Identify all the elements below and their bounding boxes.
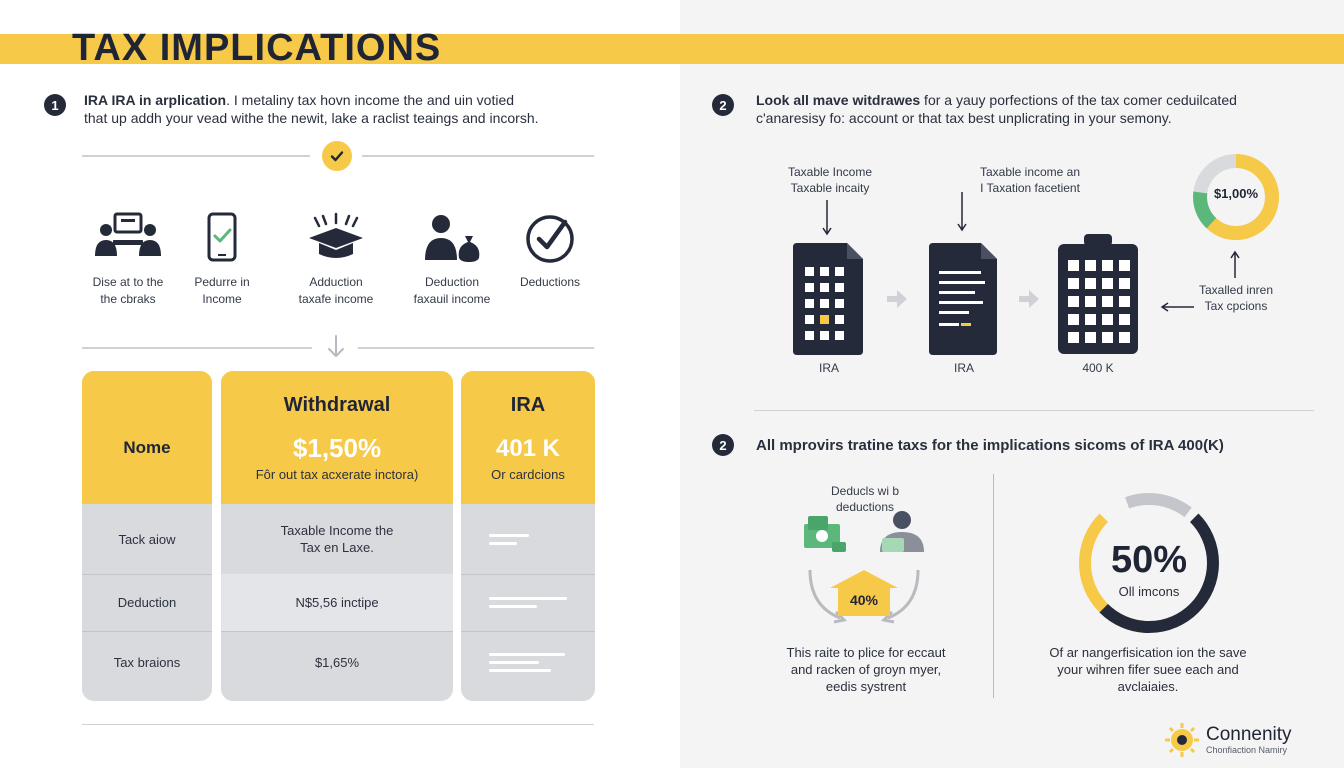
icon-label-1-line2: the cbraks (100, 292, 156, 306)
column-header-withdrawal-label: Withdrawal (283, 393, 391, 416)
withdrawal-note: Fôr out tax acxerate inctora) (255, 466, 419, 482)
step-number-3: 2 (712, 434, 734, 456)
left-caption-line2: and racken of groyn myer, (790, 662, 942, 677)
right-caption-line3: avclaiaies. (1117, 679, 1179, 694)
label-taxable-income-2 (950, 164, 1110, 196)
right-caption-line2: your wihren fifer suee each and (1057, 662, 1239, 677)
icon-label-2-line1: Pedurre in (194, 275, 250, 289)
section-divider (754, 410, 1314, 411)
section3-heading: All mprovirs tratine taxs for the implications sicoms of IRA 400(K) (756, 437, 1224, 454)
side-label-line2: Tax cpcions (1204, 299, 1268, 313)
row-label-1: Tack aiow (118, 531, 176, 547)
icon-item-3 (288, 212, 384, 308)
ira-row-3-placeholder (461, 631, 595, 693)
arrow-down-icon (957, 192, 967, 234)
label-taxable-income-line2: Taxable incaity (790, 181, 870, 195)
section2-intro-line1: for a yauy porfections of the tax comer ceduilcated (920, 92, 1237, 108)
table-column-name (82, 371, 212, 701)
page-title: TAX IMPLICATIONS (72, 27, 442, 69)
table-column-withdrawal (221, 371, 453, 701)
section2-intro (756, 91, 1316, 127)
person-moneybag-icon (417, 212, 487, 264)
step-number-2: 2 (712, 94, 734, 116)
doc-label-2: IRA (953, 361, 974, 375)
withdrawal-value: $1,50% (292, 432, 382, 463)
check-icon (329, 148, 345, 164)
icon-label-3-line1: Adduction (309, 275, 363, 289)
arrow-down-icon (822, 200, 832, 238)
label-taxable-income-2-line1: Taxable income an (979, 165, 1081, 179)
section2-intro-line2: c'anaresisy fo: account or that tax best unplicrating in your semony. (756, 110, 1172, 126)
withdrawal-row-1 (221, 504, 453, 574)
vertical-divider (993, 474, 994, 698)
donut-value: $1,00% (1213, 186, 1259, 201)
doc-label-3: 400 K (1082, 361, 1114, 375)
withdrawal-row-1-line2: Tax en Laxe. (300, 540, 374, 555)
column-header-ira-label: IRA (510, 393, 546, 416)
meeting-icon (93, 212, 163, 264)
ring-sub: Oll imcons (1118, 584, 1180, 599)
icon-item-4 (404, 212, 500, 308)
clipboard-calculator-icon (1058, 234, 1138, 354)
side-label (1184, 282, 1288, 314)
icon-item-2 (174, 212, 270, 308)
house-value: 40% (849, 592, 879, 608)
label-taxable-income-line1: Taxable Income (787, 165, 873, 179)
icon-item-5 (502, 212, 598, 291)
row-label-3: Tax braions (113, 654, 181, 670)
sun-logo-icon (1164, 722, 1200, 758)
divider-left (82, 155, 310, 157)
icon-label-1-line1: Dise at to the (92, 275, 164, 289)
brand-sub: Chonfiaction Namiry (1206, 745, 1288, 755)
cycle-label-line1: Deducls wi b (830, 484, 900, 498)
table-column-ira (461, 371, 595, 701)
left-caption (766, 644, 966, 695)
ira-row-1-placeholder (461, 504, 595, 574)
brand-logo (1164, 722, 1292, 758)
ira-value: 401 K (495, 434, 561, 462)
check-badge (322, 141, 352, 171)
icon-label-4-line2: faxauil income (413, 292, 491, 306)
icon-item-1 (80, 212, 176, 308)
left-caption-line1: This raite to plice for eccaut (786, 645, 946, 660)
check-circle-icon (515, 212, 585, 264)
step-number-1: 1 (44, 94, 66, 116)
person-cash-icon (880, 511, 924, 552)
money-stack-icon (804, 516, 846, 552)
withdrawal-row-2: N$5,56 inctipe (221, 574, 453, 631)
withdrawal-row-1-line1: Taxable Income the (280, 523, 394, 538)
brand-name: Connenity (1206, 724, 1292, 745)
graduation-cap-icon (301, 212, 371, 264)
ira-row-2-placeholder (461, 574, 595, 631)
divider2-right (358, 347, 594, 349)
section2-intro-bold: Look all mave witdrawes (756, 92, 921, 108)
icon-label-4-line1: Deduction (424, 275, 480, 289)
section1-intro-line2: that up addh your vead withe the newit, lake a raclist teaings and incorsh. (84, 110, 539, 126)
doc-label-1: IRA (818, 361, 839, 375)
divider-right (362, 155, 594, 157)
left-caption-line3: eedis systrent (825, 679, 907, 694)
bottom-divider (82, 724, 594, 725)
icon-label-3-line2: taxafe income (298, 292, 374, 306)
label-taxable-income-2-line2: I Taxation facetient (980, 181, 1080, 195)
arrow-down-icon (326, 334, 346, 360)
ira-note: Or cardcions (491, 466, 565, 482)
document-grid-icon (793, 243, 865, 355)
ring-value: 50% (1110, 539, 1188, 581)
withdrawal-row-3: $1,65% (314, 654, 360, 670)
side-label-line1: Taxalled inren (1198, 283, 1274, 297)
arrow-right-icon (885, 288, 909, 310)
arrow-up-icon (1230, 248, 1240, 278)
icon-label-2-line2: Income (202, 292, 242, 306)
phone-check-icon (187, 212, 257, 264)
right-caption-line1: Of ar nangerfisication ion the save (1049, 645, 1247, 660)
divider2-left (82, 347, 312, 349)
arrow-right-icon (1017, 288, 1041, 310)
right-caption (1030, 644, 1266, 695)
section1-intro (84, 91, 644, 127)
document-text-icon (929, 243, 999, 355)
label-taxable-income (770, 164, 890, 196)
section1-intro-bold: IRA IRA in arplication (84, 92, 227, 108)
cycle-label-line2: deductions (835, 500, 895, 514)
row-label-2: Deduction (117, 595, 177, 610)
icon-label-5-line1: Deductions (519, 275, 581, 289)
column-header-name-label: Nome (123, 438, 171, 457)
section1-intro-line1: . I metaliny tax hovn income the and uin votied (226, 92, 515, 108)
